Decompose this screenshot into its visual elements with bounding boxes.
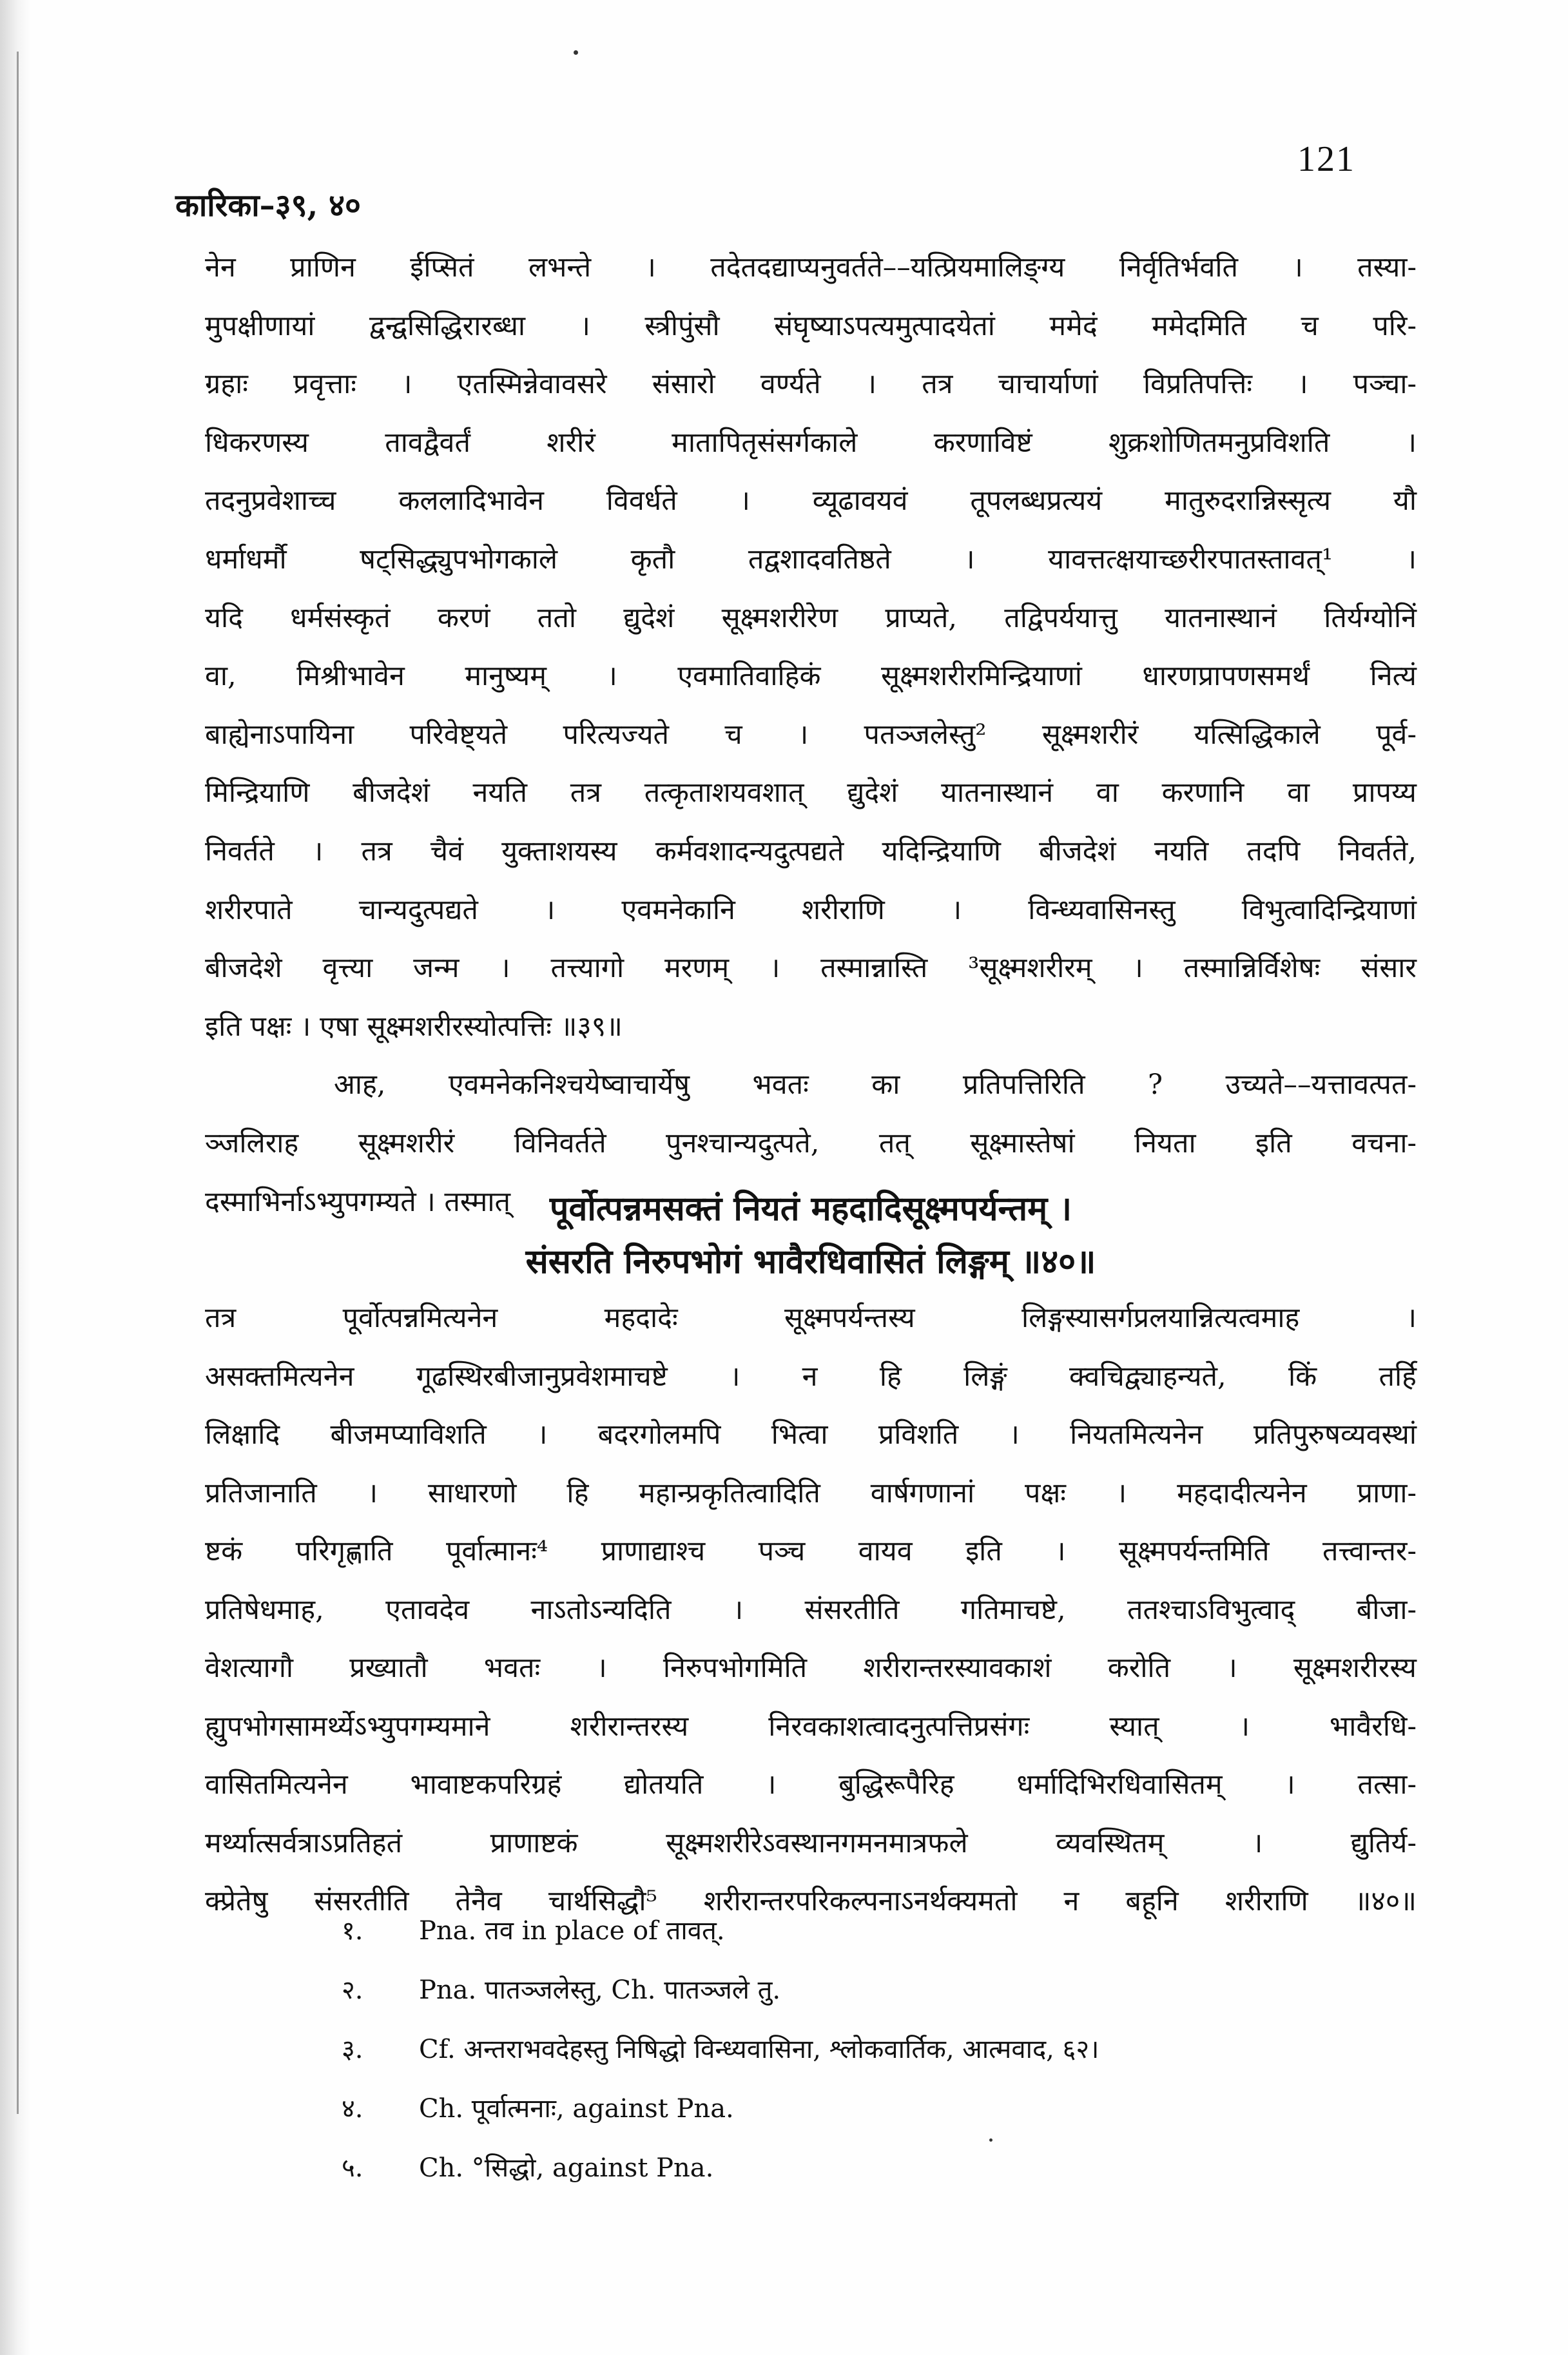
text-line: ह्युपभोगसामर्थ्येऽभ्युपगम्यमाने शरीरान्तरस्य निरवकाशत्वादनुत्पत्तिप्रसंगः स्यात् । भावैरधि- — [205, 1710, 1417, 1743]
text-line: धिकरणस्य तावद्वैवर्तं शरीरं मातापितृसंसर्गकाले करणाविष्टं शुक्रशोणितमनुप्रविशति । — [205, 426, 1417, 459]
text-line: तदनुप्रवेशाच्च कललादिभावेन विवर्धते । व्यूढावयवं तूपलब्धप्रत्ययं मातुरुदरान्निस्सृत्य यौ — [205, 485, 1417, 518]
commentary-block-1 — [205, 238, 1417, 1231]
footnote — [342, 1901, 1437, 1961]
footnote — [342, 2079, 1437, 2138]
text-line: ञ्जलिराह सूक्ष्मशरीरं विनिवर्तते पुनश्चान्यदुत्पते, तत् सूक्ष्मास्तेषां नियता इति वचना- — [205, 1127, 1417, 1159]
text-line: क्प्रेतेषु संसरतीति तेनैव चार्थसिद्धौ⁵ शरीरान्तरपरिकल्पनाऽनर्थक्यमतो न बहूनि शरीराणि ॥४०॥ — [205, 1885, 1417, 1917]
text-line: ग्रहाः प्रवृत्ताः । एतस्मिन्नेवावसरे संसारो वर्ण्यते । तत्र चाचार्याणां विप्रतिपत्तिः । पञ्चा- — [205, 368, 1417, 401]
footnote-number: ३. — [342, 2035, 363, 2064]
text-line: बीजदेशे वृत्त्या जन्म । तत्त्यागो मरणम् । तस्मान्नास्ति ³सूक्ष्मशरीरम् । तस्मान्निर्विशेषः संसार — [205, 952, 1417, 985]
text-line: आह, एवमनेकनिश्चयेष्वाचार्येषु भवतः का प्रतिपत्तिरिति ? उच्यते––यत्तावत्पत- — [334, 1069, 1417, 1101]
footnote-number: ५. — [342, 2153, 363, 2183]
footnote-text: Ch. °सिद्धो, against Pna. — [419, 2153, 714, 2183]
text-line: असक्तमित्यनेन गूढस्थिरबीजानुप्रवेशमाचष्टे । न हि लिङ्गं क्वचिद्व्याहन्यते, किं तर्हि — [205, 1360, 1417, 1393]
text-line: लिक्षादि बीजमप्याविशति । बदरगोलमपि भित्वा प्रविशति । नियतमित्यनेन प्रतिपुरुषव्यवस्थां — [205, 1419, 1417, 1451]
text-line: ष्टकं परिगृह्णाति पूर्वात्मानः⁴ प्राणाद्याश्च पञ्च वायव इति । सूक्ष्मपर्यन्तमिति तत्त्वान्तर- — [205, 1535, 1417, 1567]
footnote — [342, 2138, 1437, 2198]
footnotes — [342, 1901, 1437, 2198]
footnote-text: Pna. पातञ्जलेस्तु, Ch. पातञ्जले तु. — [419, 1975, 781, 2005]
text-line: प्रतिजानाति । साधारणो हि महान्प्रकृतित्वादिति वार्षगणानां पक्षः । महदादीत्यनेन प्राणा- — [205, 1477, 1417, 1509]
text-line: वासितमित्यनेन भावाष्टकपरिग्रहं द्योतयति । बुद्धिरूपैरिह धर्मादिभिरधिवासितम् । तत्सा- — [205, 1769, 1417, 1801]
binding-line — [17, 52, 19, 2114]
print-speck — [989, 2138, 992, 2142]
footnote-number: ४. — [342, 2094, 363, 2124]
text-line: दस्माभिर्नाऽभ्युपगम्यते । तस्मात् — [205, 1185, 510, 1218]
page-number: 121 — [1297, 139, 1355, 179]
text-line: यदि धर्मसंस्कृतं करणं ततो द्युदेशं सूक्ष्मशरीरेण प्राप्यते, तद्विपर्ययात्तु यातनास्थानं तिर्यग्योनिं — [205, 601, 1417, 634]
footnote-text: Ch. पूर्वात्मनाः, against Pna. — [419, 2094, 734, 2124]
text-line: शरीरपाते चान्यदुत्पद्यते । एवमनेकानि शरीराणि । विन्ध्यवासिनस्तु विभुत्वादिन्द्रियाणां — [205, 893, 1417, 926]
text-line: नेन प्राणिन ईप्सितं लभन्ते । तदेतदद्याप्यनुवर्तते––यत्प्रियमालिङ्ग्य निर्वृतिर्भवति । तस्या- — [205, 251, 1417, 284]
verse-line-2: संसरति निरुपभोगं भावैरधिवासितं लिङ्गम् ॥४०॥ — [525, 1242, 1096, 1281]
verse-line-1: पूर्वोत्पन्नमसक्तं नियतं महदादिसूक्ष्मपर्यन्तम् । — [549, 1189, 1072, 1228]
footnote-number: २. — [342, 1975, 363, 2005]
footnote-text: Pna. तव in place of तावत्. — [419, 1916, 725, 1946]
text-line: प्रतिषेधमाह, एतावदेव नाऽतोऽन्यदिति । संसरतीति गतिमाचष्टे, ततश्चाऽविभुत्वाद् बीजा- — [205, 1593, 1417, 1626]
text-line: वा, मिश्रीभावेन मानुष्यम् । एवमातिवाहिकं सूक्ष्मशरीरमिन्द्रियाणां धारणप्रापणसमर्थं नित्यं — [205, 660, 1417, 693]
text-line: निवर्तते । तत्र चैवं युक्ताशयस्य कर्मवशादन्यदुत्पद्यते यदिन्द्रियाणि बीजदेशं नयति तदपि निवर्तते, — [205, 835, 1417, 867]
binding-edge — [0, 0, 31, 2355]
text-line: वेशत्यागौ प्रख्यातौ भवतः । निरुपभोगमिति शरीरान्तरस्यावकाशं करोति । सूक्ष्मशरीरस्य — [205, 1652, 1417, 1684]
text-line: धर्माधर्मौ षट्सिद्ध्युपभोगकाले कृतौ तद्वशादवतिष्ठते । यावत्तत्क्षयाच्छरीरपातस्तावत्¹ । — [205, 543, 1417, 576]
commentary-block-2 — [205, 1289, 1417, 1931]
footnote-number: १. — [342, 1916, 363, 1946]
footnote — [342, 1961, 1437, 2020]
text-line: इति पक्षः । एषा सूक्ष्मशरीरस्योत्पत्तिः ॥३९॥ — [205, 1010, 623, 1043]
text-line: मुपक्षीणायां द्वन्द्वसिद्धिरारब्धा । स्त्रीपुंसौ संघृष्याऽपत्यमुत्पादयेतां ममेदं ममेदमिति च परि- — [205, 309, 1417, 342]
running-head: कारिका–३९, ४० — [175, 188, 361, 224]
footnote — [342, 2020, 1437, 2079]
print-speck — [574, 50, 578, 55]
footnote-text: Cf. अन्तराभवदेहस्तु निषिद्धो विन्ध्यवासिना, श्लोकवार्तिक, आत्मवाद, ६२। — [419, 2035, 1099, 2064]
text-line: मिन्द्रियाणि बीजदेशं नयति तत्र तत्कृताशयवशात् द्युदेशं यातनास्थानं वा करणानि वा प्रापय्य — [205, 777, 1417, 809]
text-line: बाह्येनाऽपायिना परिवेष्ट्यते परित्यज्यते च । पतञ्जलेस्तु² सूक्ष्मशरीरं यत्सिद्धिकाले पूर्व- — [205, 718, 1417, 751]
text-line: तत्र पूर्वोत्पन्नमित्यनेन महदादेः सूक्ष्मपर्यन्तस्य लिङ्गस्यासर्गप्रलयान्नित्यत्वमाह । — [205, 1302, 1417, 1334]
text-line: मर्थ्यात्सर्वत्राऽप्रतिहतं प्राणाष्टकं सूक्ष्मशरीरेऽवस्थानगमनमात्रफले व्यवस्थितम् । द्युतिर्य- — [205, 1827, 1417, 1859]
